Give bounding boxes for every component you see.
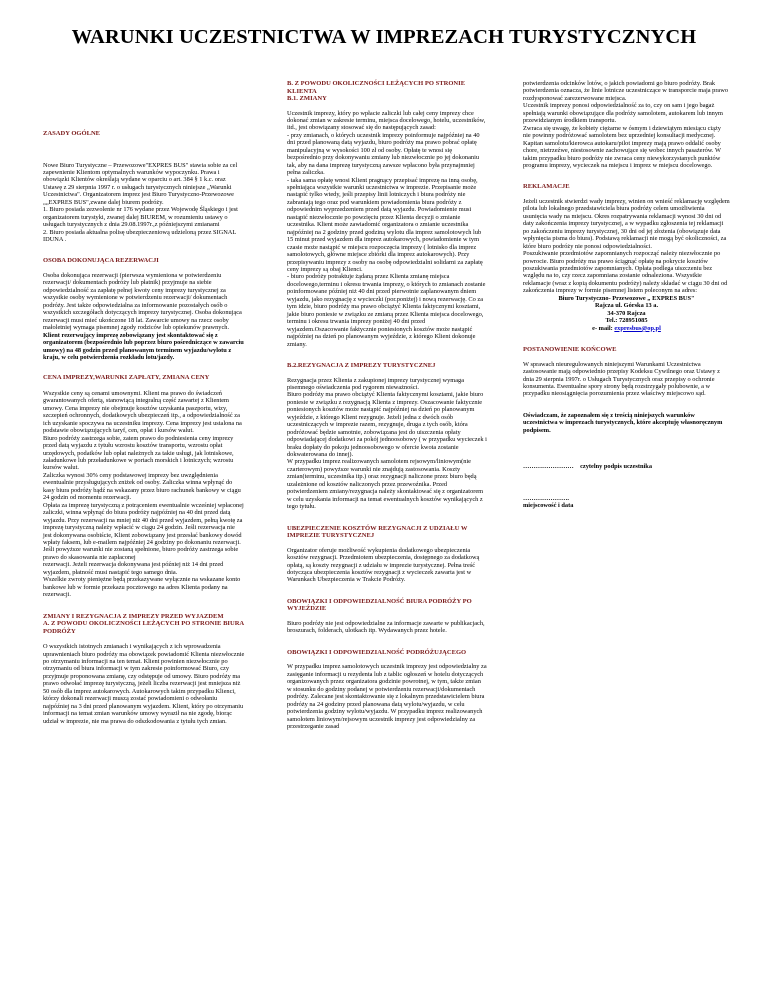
heading-final: POSTANOWIENIE KOŃCOWE (523, 346, 617, 354)
person-text-normal: Osoba dokonująca rezerwacji (pierwsza wymieniona w potwierdzeniu rezerwacji/ dokumentach podróży lub płatnik) przyjmuje na siebie odpowiedzialność za zapłatę pełnej kwoty ceny imprezy turystycznej za wszystkie osoby wymienione w potwierdzeniu rezerwacji/ dokumentach podróży. Jest także odpowiedzialna za informowanie pozostałych osób o wszystkich szczegółach dotyczących imprezy turystycznej. Osoba dokonująca rezerwacji musi mieć ukończone 18 lat. Zawarcie umowy na rzecz osoby małoletniej wymaga pisemnej zgody rodziców lub opiekunów prawnych. (43, 271, 242, 332)
person-text (43, 272, 245, 361)
heading-person: OSOBA DOKONUJĄCA REZERWACJI (43, 257, 159, 265)
address-street: Rajcza ul. Górska 13 a. (594, 302, 659, 310)
continued-text: potwierdzenia odcinków lotów, o jakich powiadomi go biuro podróży. Brak potwierdzenia oznacza, że linie lotnicze uczestniczące w transporcie maja prawo rozdysponować zarezerwowane miejsca. Uczestnik imprezy ponosi odpowiedzialność za to, czy on sam i jego bagaż spełniają warunki obowiązujące dla podróży samolotem, autokarem lub innym przewidzianym środkiem transportu. Zwraca się uwagę, że kobiety ciężarne w ósmym i dziewiątym miesiącu ciąży nie powinny podróżować samolotem bez uprzedniej konsultacji medycznej. Kapitan samolotu/kierowca autokaru/pilot imprezy mają prawo oddalić osoby chore, nietrzeźwe, niestosownie zachowujące się wobec innych pasażerów. W takim przypadku biuro podróży nie zwraca ceny niewykorzystanych punktów programu imprezy, wycieczek na miejscu i imprez w miejscu docelowego. (523, 80, 729, 169)
heading-client-changes: B. Z POWODU OKOLICZNOŚCI LEŻĄCYCH PO STRONIE KLIENTA B.1. ZMIANY (287, 80, 466, 102)
declaration-text: Oświadczam, że zapoznałem się z treścią niniejszych warunków uczestnictwa w imprezach turystycznych, które akceptuję własnoręcznym podpisem. (523, 411, 723, 434)
person-text-bold: Klient rezerwujący imprezę zobowiązany jest skontaktować się z organizatorem (bezpośrednio lub poprzez biuro pośredniczące w zawarciu umowy) na 48 godzin przed planowanym terminem wyjazdu/wylotu z kraju, w celu potwierdzenia rozkładu lotu/jazdy. (43, 331, 244, 361)
address-company: Biuro Turystyczno- Przewozowe „ EXPRES BUS" (558, 294, 695, 302)
place-date-label: miejscowość i data (523, 502, 574, 510)
signature-line (523, 463, 730, 470)
address-email-link[interactable]: expresbus@op.pl (614, 324, 661, 332)
heading-complaints: REKLAMACJE (523, 183, 570, 191)
column-1 (43, 80, 245, 725)
heading-agency-duties: OBOWIĄZKI I ODPOWIEDZIALNOŚĆ BIURA PODRÓŻY PO WYJEŹDZIE (287, 597, 472, 613)
place-dots: …………………. (523, 494, 569, 502)
heading-traveler-duties: OBOWIĄZKI I ODPOWIEDZIALNOŚĆ PODRÓŻUJĄCEGO (287, 648, 467, 656)
column-2 (287, 80, 487, 730)
address-email-line (523, 325, 730, 332)
heading-resignation: B.2.REZYGNACJA Z IMPREZY TURYSTYCZNEJ (287, 362, 436, 369)
heading-general: ZASADY OGÓLNE (43, 130, 101, 137)
traveler-duties-text: W przypadku imprez samolotowych uczestnik imprezy jest odpowiedzialny za zasięganie informacji u rezydenta lub z tablic ogłoszeń w hotelu dotyczących organizowanych przez organizatora godzinie powrotnej, w tym, także zmian w stosunku do godziny podanej w potwierdzeniu rezerwacji/dokumentach podróży. Zalecane jest skontaktowanie się z lokalnym przedstawicielem biura podróży na 24 godziny przed planowana datą wylotu/wyjazdu, w celu potwierdzenia godziny wylotu/wyjazdu. W przypadku imprez realizowanych samolotem liniowym/rejsowym uczestnik imprezy jest odpowiedzialny za przestrzeganie zasad (287, 663, 487, 730)
price-text: Wszystkie ceny są cenami umownymi. Klient ma prawo do świadczeń gwarantowanych ofertą, stanowiącą integralną część zawartej z Klientem umowy. Cena imprezy nie obejmuje kosztów uzyskania paszportu, wizy, szczepień ochronnych, dodatkowych ubezpieczeń itp., a odpowiedzialność za ich uzyskanie spoczywa na uczestniku imprezy. Cena imprezy jest ustalona na podstawie obowiązujących taryf, cen, opłat i kursów walut. Biuro podróży zastrzega sobie, zatem prawo do podniesienia ceny imprezy przed datą wyjazdu z tytułu wzrostu kosztów transportu, wzrostu opłat urzędowych, podatków lub opłat należnych za takie usługi, jak lotniskowe, załadunkowe lub przeładunkowe w portach morskich i lotniczych; wzrostu kursów walut. Zaliczka wynosi 30% ceny podstawowej imprezy bez uwzględnienia ewentualnie przysługujących zniżek od osoby. Zaliczka winna wpłynąć do kasy biura podróży bądź na wskazany przez biuro rachunek bankowy w ciągu 24 godzin od momentu rezerwacji. Opłata za imprezę turystyczną z potrąceniem ewentualnie wcześniej wpłaconej zaliczki, winna wpłynąć do biura podróży najpóźniej na 40 dni przed datą wyjazdu. Przy rezerwacji na mniej niż 40 dni przed wyjazdem, pełną kwotę za imprezę turystyczną należy wpłacić w ciągu 24 godzin. Jeśli rezerwacja nie jest dokonywana osobiście, Klient zobowiązany jest przesłać bankowy dowód wpłaty faksem, lub e-mailem najpóźniej 24 godziny po dokonaniu rezerwacji. Jeśli powyższe warunki nie zostaną spełnione, biuro podróży zastrzega sobie prawo do skasowania nie zapłaconej rezerwacji. Jeżeli rezerwacja dokonywana jest później niż 14 dni przed wyjazdem, płatność musi nastąpić tego samego dnia. Wszelkie zwroty pieniężne będą przekazywane wyłącznie na wskazane konto bankowe lub w formie przekazu pocztowego na adres Klienta podany na rezerwacji. (43, 389, 244, 599)
signature-label: czytelny podpis uczestnika (580, 463, 652, 471)
heading-price: CENA IMPREZY,WARUNKI ZAPŁATY, ZMIANA CENY (43, 374, 210, 382)
address-city: 34-370 Rajcza (607, 309, 646, 317)
general-text: Nowe Biuro Turystyczne – Przewozowe"EXPRES BUS" stawia sobie za cel zapewnienie Klientom optymalnych warunków wypoczynku. Prawa i obowiązki Klientów określają wydane w oparciu o art. 384 § 1 k.c. oraz Ustawę z 29 sierpnia 1997 r. o usługach turystycznych niniejsze „Warunki Uczestnictwa". Organizatorem imprez jest Biuro Turystyczno-Przewozowe „„EXPRES BUS",zwane dalej biurem podróży. 1. Biuro posiada zezwolenie nr 176 wydane przez Wojewodę Śląskiego i jest organizatorem turystyki, zwanej dalej BIUREM, w rozumieniu ustawy o usługach turystycznych z dnia 29.08.1997r.,z późniejszymi zmianami 2. Biuro posiada aktualna polisę ubezpieczeniową udzieloną przez SIGNAL IDUNA . (43, 161, 238, 244)
changes-text: O wszystkich istotnych zmianach i wynikających z ich wprowadzenia uprawnieniach biuro podróży ma obowiązek powiadomić Klienta niezwłocznie po otrzymaniu informacji na ten temat. Klient powinien niezwłocznie po otrzymaniu od biura informacji w tym zakresie poinformować Biuro, czy przyjmuje proponowana zmianę, czy odstępuje od umowy. Biuro podróży ma prawo odwołać imprezę turystyczną, jeżeli liczba rezerwacji jest mniejsza niż 50 osób dla imprez autokarowych. Autokarowych takim przypadku Klienci, którzy dokonali rezerwacji muszą zostać powiadomieni o odwołaniu najpóźniej na 3 dni przed planowanym wyjazdem. Klient, który po otrzymaniu informacji na temat zmian warunków umowy wyraził na nie zgodę, biorąc udział w imprezie, nie ma prawa do odszkodowania z tytułu tych zmian. (43, 643, 245, 725)
address-email-label: e- mail: (592, 324, 615, 332)
complaints-text: Jeżeli uczestnik stwierdzi wady imprezy, winien on wnieść reklamację względem pilota lub lokalnego przedstawiciela biura podróży celem umożliwienia usunięcia wady na miejscu. Okres rozpatrywania reklamacji wynosi 30 dni od daty zakończenia imprezy turystycznej, a w wypadku zgłoszenia tej reklamacji po zakończeniu imprezy turystycznej, 30 dni od jej złożenia (obowiązuje data wpłynięcia pisma do biura). Podstawą reklamacji nie mogą być okoliczności, za które biuro podróży nie ponosi odpowiedzialności. Poszukiwanie przedmiotów zapomnianych rozpocząć należy niezwłocznie po powrocie. Biuro podróży ma prawo ściągnąć opłatę na pokrycie kosztów poszukiwania przedmiotów zapomnianych. Opłata podlega uiszczeniu bez względu na to, czy rzecz zapomniana zostanie odnaleziona. Wszystkie reklamacje (wraz z kopią dokumentu podróży) należy składać w ciągu 30 dni od zakończenia imprezy w formie pisemnej listem poleconym na adres: (523, 197, 730, 295)
final-text: W sprawach nieuregulowanych niniejszymi Warunkami Uczestnictwa zastosowanie mają odpowiednio przepisy Kodeksu Cywilnego oraz Ustawy z dnia 29 sierpnia 1997r. o Usługach Turystycznych oraz przepisy o ochronie konsumenta. Ewentualne spory strony będą rozstrzygały polubownie, a w przypadku nieosiągnięcia porozumienia przez właściwy miejscowo sąd. (523, 360, 720, 398)
resignation-text: Rezygnacja przez Klienta z zakupionej imprezy turystycznej wymaga pisemnego oświadczenia pod rygorem nieważności. Biuro podróży ma prawo obciążyć Klienta faktycznymi kosztami, jakie biuro poniesie w związku z rezygnacją Klienta z imprezy. Oszacowanie faktycznie poniesionych kosztów może nastąpić najpóźniej na dzień po planowanym wyjeździe, z którego Klient rezygnuje. Jeżeli jedna z dwóch osób uczestniczących w imprezie razem, rezygnuje, druga z tych osób, która podróżować będzie samotnie, zobowiązana jest do uiszczenia opłaty odpowiadającej dodatkowi za pokój jednoosobowy ( w przypadku wycieczek i braku dopłaty do pokoju jednoosobowego w ofercie kwota zostanie dokwaterowana do innej). W przypadku imprez realizowanych samolotem rejsowym/liniowym(nie czarterowym) powyższe warunki nie znajdują zastosowania. Koszty zmian(terminu, uczestnika itp.) oraz rezygnacji naliczone przez biuro będą uzależnione od kosztów naliczonych przez przewoźnika. Przed potwierdzeniem zmiany/rezygnacja należy skontaktować się z organizatorem w celu uzyskania informacji na temat ewentualnych kosztów wynikających z tego tytułu. (287, 376, 487, 511)
document-title: WARUNKI UCZESTNICTWA W IMPREZACH TURYSTYCZNYCH (71, 26, 697, 48)
insurance-text: Organizator oferuje możliwość wykupienia dodatkowego ubezpieczenia kosztów rezygnacji. Przedmiotem ubezpieczenia, dostępnego za dodatkową opłatą, są koszty rezygnacji z udziału w imprezie turystycznej. Pełna treść dotycząca ubezpieczenia kosztów rezygnacji z wycieczek zawarta jest w Warunkach Ubezpieczenia w Trakcie Podróży. (287, 546, 480, 584)
address-phone: Tel.: 728951085 (605, 317, 648, 325)
signature-dots: …………………… (523, 463, 574, 471)
heading-changes: ZMIANY I REZYGNACJA Z IMPREZY PRZED WYJAZDEM A. Z POWODU OKOLICZNOŚCI LEŻĄCYCH PO STRONIE BIURA PODRÓŻY (43, 612, 244, 635)
agency-duties-text: Biuro podróży nie jest odpowiedzialne za informacje zawarte w publikacjach, broszurach, folderach, ulotkach itp. Wydawanych przez hotele. (287, 619, 485, 635)
heading-insurance: UBEZPIECZENIE KOSZTÓW REZYGNACJI Z UDZIAŁU W IMPREZIE TURYSTYCZNEJ (287, 524, 468, 540)
client-changes-text: Uczestnik imprezy, który po wpłacie zaliczki lub całej ceny imprezy chce dokonać zmian w zakresie terminu, miejsca docelowego, hotelu, uczestników, itd., jest obowiązany stosować się do następujących zasad: - przy zmianach, o których uczestnik imprezy poinformuje najpóźniej na 40 dni przed planowaną datą wyjazdu, biuro podróży ma prawo pobrać opłatę manipulacyjną w wysokości 100 zł od osoby. Opłatę te wnosi się bezpośrednio przy dokonywaniu zmiany lub niezwłocznie po jej dokonaniu tak, aby na dana imprezę turystyczną zawsze wpłacono była przynajmniej pełna zaliczka. - taka sama opłatę wnosi Klient pragnący przepisać imprezę na inną osobę, spełniająca wszystkie warunki uczestnictwa w imprezie. Przepisanie może nastąpić tylko wtedy, jeśli przepisy linii lotniczych i biura podróży nie zabraniają tego oraz pod warunkiem powiadomienia biura podróży z odpowiednim wyprzedzeniem przed datą wyjazdu. Powiadomienie musi nastąpić niezwłocznie po powzięciu przez Klienta decyzji o zmianie uczestnika. Klient może zawiadomić organizatora o zmianie uczestnika najpóźniej na 2 godziny przed godziną wylotu dla imprez samolotowych lub 15 minut przed wyjazdem dla imprez autokarowych, powiadomienie w tym czasie może nastąpić w miejscu rozpoczęcia imprezy ( lotnisko dla imprez samolotowych, główne miejsce zbiórki dla imprez autokarowych). Przy przepisywaniu imprezy z osoby na osobę odpowiedzialni solidarni za zapłatę ceny imprezy są obaj Klienci. - biuro podróży potraktuje żądaną przez Klienta zmianę miejsca docelowego,terminu i okresu trwania imprezy, o których to zmianach zostanie poinformowane później niż 40 dni przed pierwotnie zaplanowanym dniem wyjazdu, jako rezygnację z wycieczki (por.poniżej) i nową rezerwację. Co za tym idzie, biuro podróży ma prawo obciążyć Klienta faktycznymi kosztami, jakie biuro poniesie w związku ze zmianą przez Klienta miejsca docelowego, terminu i okresu trwania imprezy poniżej 40 dni przed wyjazdem.Oszacowanie faktycznie poniesionych kosztów może nastąpić najpóźniej na dzień po planowanym wyjeździe, z którego Klient dokonuje zmiany. (287, 109, 486, 348)
column-3 (523, 80, 730, 510)
